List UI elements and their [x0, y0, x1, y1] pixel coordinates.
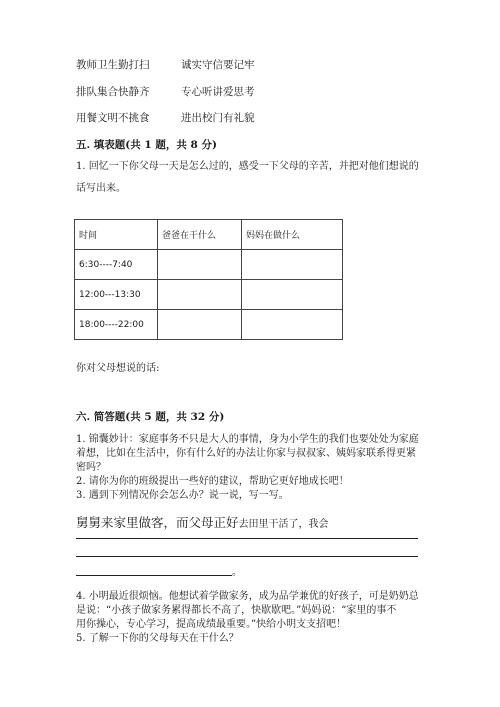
s6-q2: 2. 请你为你的班级提出一些好的建议，帮助它更好地成长吧！	[76, 476, 349, 487]
answer-line-2[interactable]	[76, 556, 418, 557]
s5-q1-line1: 1. 回忆一下你父母一天是怎么过的，感受一下父母的辛苦，并把对他们想说的	[76, 161, 419, 172]
s6-q5: 5. 了解一下你的父母每天在干什么？	[76, 633, 239, 644]
pair-3-right: 进出校门有礼貌	[181, 112, 255, 124]
header-time: 时间	[75, 220, 158, 250]
answer-line-1[interactable]	[76, 538, 418, 539]
mom-cell[interactable]	[242, 310, 343, 340]
s5-q1-line2: 话写出来。	[76, 183, 126, 194]
table-row	[75, 310, 343, 340]
s6-q4-line2: 是说：“小孩子做家务累得都长不高了，快歇歇吧。”妈妈说：“家里的事不	[76, 605, 397, 616]
blank-end-mark: 。	[232, 567, 242, 578]
pair-3-left: 用餐文明不挑食	[76, 112, 150, 124]
scenario-main: 舅舅来家里做客，而父母正好	[76, 515, 239, 530]
table-row	[75, 250, 343, 280]
s6-q1-line3: 密吗？	[76, 462, 106, 473]
time-cell: 18:00----22:00	[75, 310, 158, 340]
pair-1-left: 教师卫生勤打扫	[76, 59, 150, 71]
s6-q1-line1: 1. 锦囊妙计：家庭事务不只是大人的事情，身为小学生的我们也要处处为家庭	[76, 434, 419, 445]
s6-q4-line3: 用你操心，专心学习，提高成绩最重要。”快给小明支支招吧！	[76, 619, 347, 630]
pair-1-right: 诚实守信要记牢	[181, 59, 255, 71]
time-cell: 12:00---13:30	[75, 280, 158, 310]
dad-cell[interactable]	[158, 280, 242, 310]
s5-prompt: 你对父母想说的话:	[76, 363, 160, 374]
table-row	[75, 280, 343, 310]
header-mom: 妈妈在做什么	[242, 220, 343, 250]
s6-q3: 3. 遇到下列情况你会怎么办？说一说，写一写。	[76, 490, 289, 501]
header-dad: 爸爸在干什么	[158, 220, 242, 250]
s6-q1-line2: 着想，比如在生活中，你有什么好的办法让你家与叔叔家、姨妈家联系得更紧	[76, 448, 416, 459]
pair-2-left: 排队集合快静齐	[76, 86, 150, 98]
scenario-line	[76, 513, 329, 531]
dad-cell[interactable]	[158, 250, 242, 280]
time-cell: 6:30----7:40	[75, 250, 158, 280]
answer-line-3[interactable]	[76, 575, 232, 576]
section-5-heading: 五. 填表题(共 1 题，共 8 分)	[76, 139, 217, 151]
parents-day-table	[74, 219, 343, 340]
mom-cell[interactable]	[242, 250, 343, 280]
s6-q4-line1: 4. 小明最近很烦恼。他想试着学做家务，成为品学兼优的好孩子，可是奶奶总	[76, 591, 419, 602]
mom-cell[interactable]	[242, 280, 343, 310]
section-6-heading: 六. 简答题(共 5 题，共 32 分)	[76, 411, 225, 423]
scenario-small: 去田里干活了，我会	[238, 519, 329, 530]
table-header-row	[75, 220, 343, 250]
pair-2-right: 专心听讲爱思考	[181, 86, 255, 98]
dad-cell[interactable]	[158, 310, 242, 340]
